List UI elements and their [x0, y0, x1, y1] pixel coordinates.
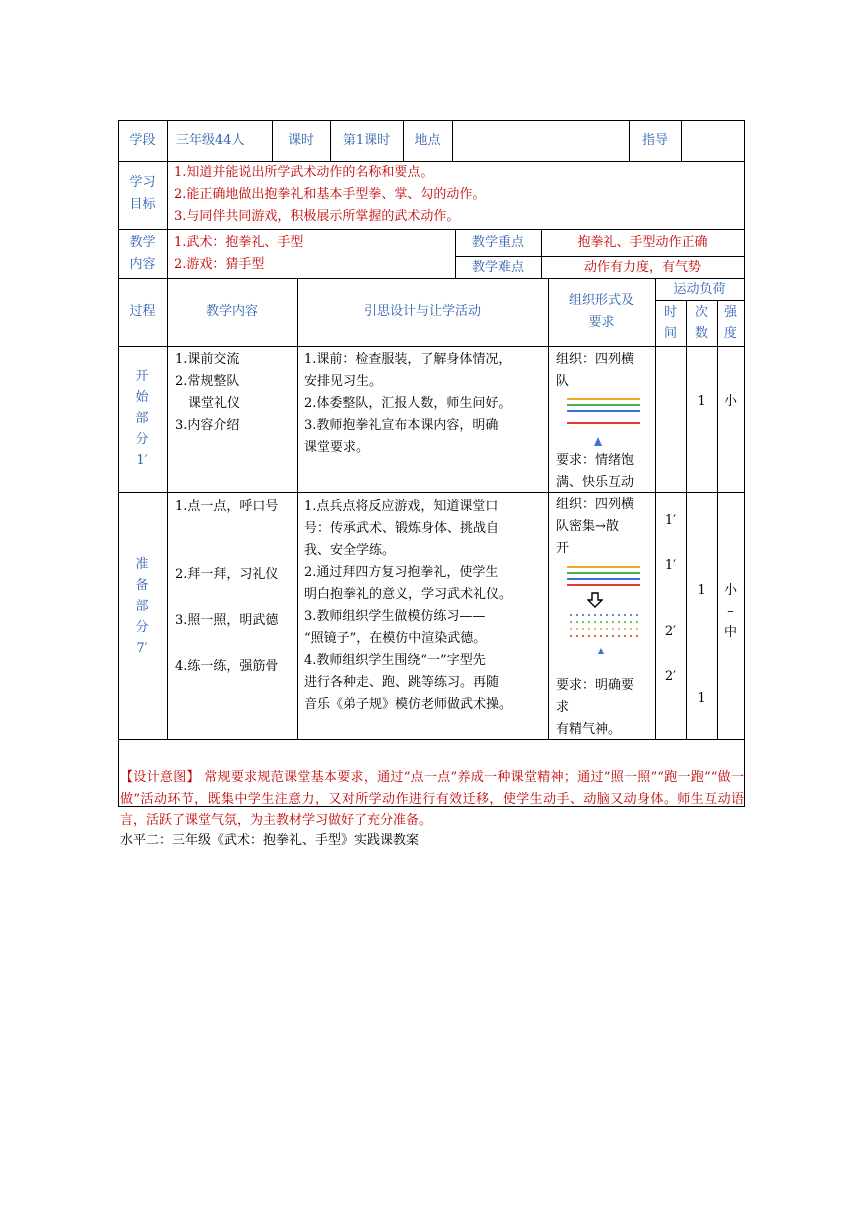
objective-item: 2.能正确地做出抱拳礼和基本手型拳、掌、勾的动作。	[174, 187, 486, 202]
section-prep-org-top: 组织：四列横 队密集→散 开	[556, 497, 635, 556]
col-load: 运动负荷	[673, 282, 726, 297]
teacher-marker-icon	[594, 437, 602, 446]
place-label: 地点	[414, 133, 441, 148]
design-intent-text: 常规要求规范课堂基本要求，通过“点一点”养成一种课堂精神；通过“照一照”“跑一跑”“做一做”活动环节，既集中学生注意力，又对所学动作进行有效迁移，使学生动手、动脑又动身体。师生互动语言，活跃了课堂气氛，为主教材学习做好了充分准备。	[120, 770, 744, 828]
col-time: 时 间	[663, 305, 677, 341]
content-item: 1.武术：抱拳礼、手型	[174, 235, 304, 250]
objective-item: 1.知道并能说出所学武术动作的名称和要点。	[174, 165, 434, 180]
period-value: 第1课时	[342, 133, 391, 148]
objective-item: 3.与同伴共同游戏，积极展示所掌握的武术动作。	[174, 209, 460, 224]
teacher-marker-icon	[598, 648, 604, 654]
col-process: 过程	[129, 304, 156, 319]
period-label: 课时	[287, 133, 314, 148]
design-intent-label: 【设计意图】	[120, 770, 200, 785]
guide-value	[681, 120, 744, 161]
section-prep-process: 准 备 部 分 7′	[135, 557, 149, 656]
col-intensity: 强 度	[723, 305, 737, 341]
key-point-label: 教学重点	[471, 235, 524, 250]
content-label: 教学 内容	[129, 235, 156, 272]
section-prep-activities: 1.点兵点将反应游戏，知道课堂口 号：传承武术、锻炼身体、挑战自 我、安全学练。 2.通过拜四方复习抱拳礼，使学生 明白抱拳礼的意义，学习武术礼仪。 3.教师组织学生做模仿练习—— “照镜子”，在模仿中渲染武德。 4.教师组织学生围绕“一”字型先 进行各种走、跑、跳等练习。再随 音乐《弟子规》模仿老师做武术操。	[304, 499, 513, 712]
down-arrow-icon	[587, 592, 603, 608]
section-prep-org-bottom: 要求：明确要 求 有精气神。	[556, 678, 635, 737]
section-prep-intensity: 小 – 中	[723, 583, 737, 640]
key-point-value: 抱拳礼、手型动作正确	[577, 235, 708, 250]
content-list	[174, 232, 452, 276]
section-start-content: 1.课前交流 2.常规整队 课堂礼仪 3.内容介绍	[175, 352, 241, 433]
design-intent	[120, 767, 744, 832]
section-start-org-top: 组织：四列横 队	[556, 352, 635, 389]
section-start-process: 开 始 部 分 1′	[135, 369, 149, 468]
difficulty-value: 动作有力度，有气势	[583, 260, 701, 275]
guide-label: 指导	[641, 133, 668, 148]
col-organization: 组织形式及 要求	[568, 293, 634, 330]
section-start-count: 1	[697, 394, 706, 409]
section-start-org-bottom: 要求：情绪饱 满、快乐互动	[556, 453, 635, 490]
stage-value: 三年级44人	[176, 133, 245, 148]
lesson-plan-caption: 水平二：三年级《武术：抱拳礼、手型》实践课教案	[120, 833, 420, 848]
col-count: 次 数	[694, 305, 708, 341]
difficulty-label: 教学难点	[471, 260, 524, 275]
objectives-label: 学习 目标	[129, 175, 156, 212]
col-activities: 引思设计与让学活动	[363, 304, 481, 319]
place-value	[452, 120, 629, 161]
stage-label: 学段	[129, 133, 156, 148]
objectives-list	[174, 162, 742, 228]
section-start-intensity: 小	[723, 394, 737, 409]
content-item: 2.游戏：猜手型	[174, 257, 265, 272]
section-start-activities: 1.课前：检查服装，了解身体情况， 安排见习生。 2.体委整队，汇报人数，师生问好。 3.教师抱拳礼宣布本课内容，明确 课堂要求。	[304, 352, 512, 455]
col-teaching-content: 教学内容	[205, 304, 258, 319]
